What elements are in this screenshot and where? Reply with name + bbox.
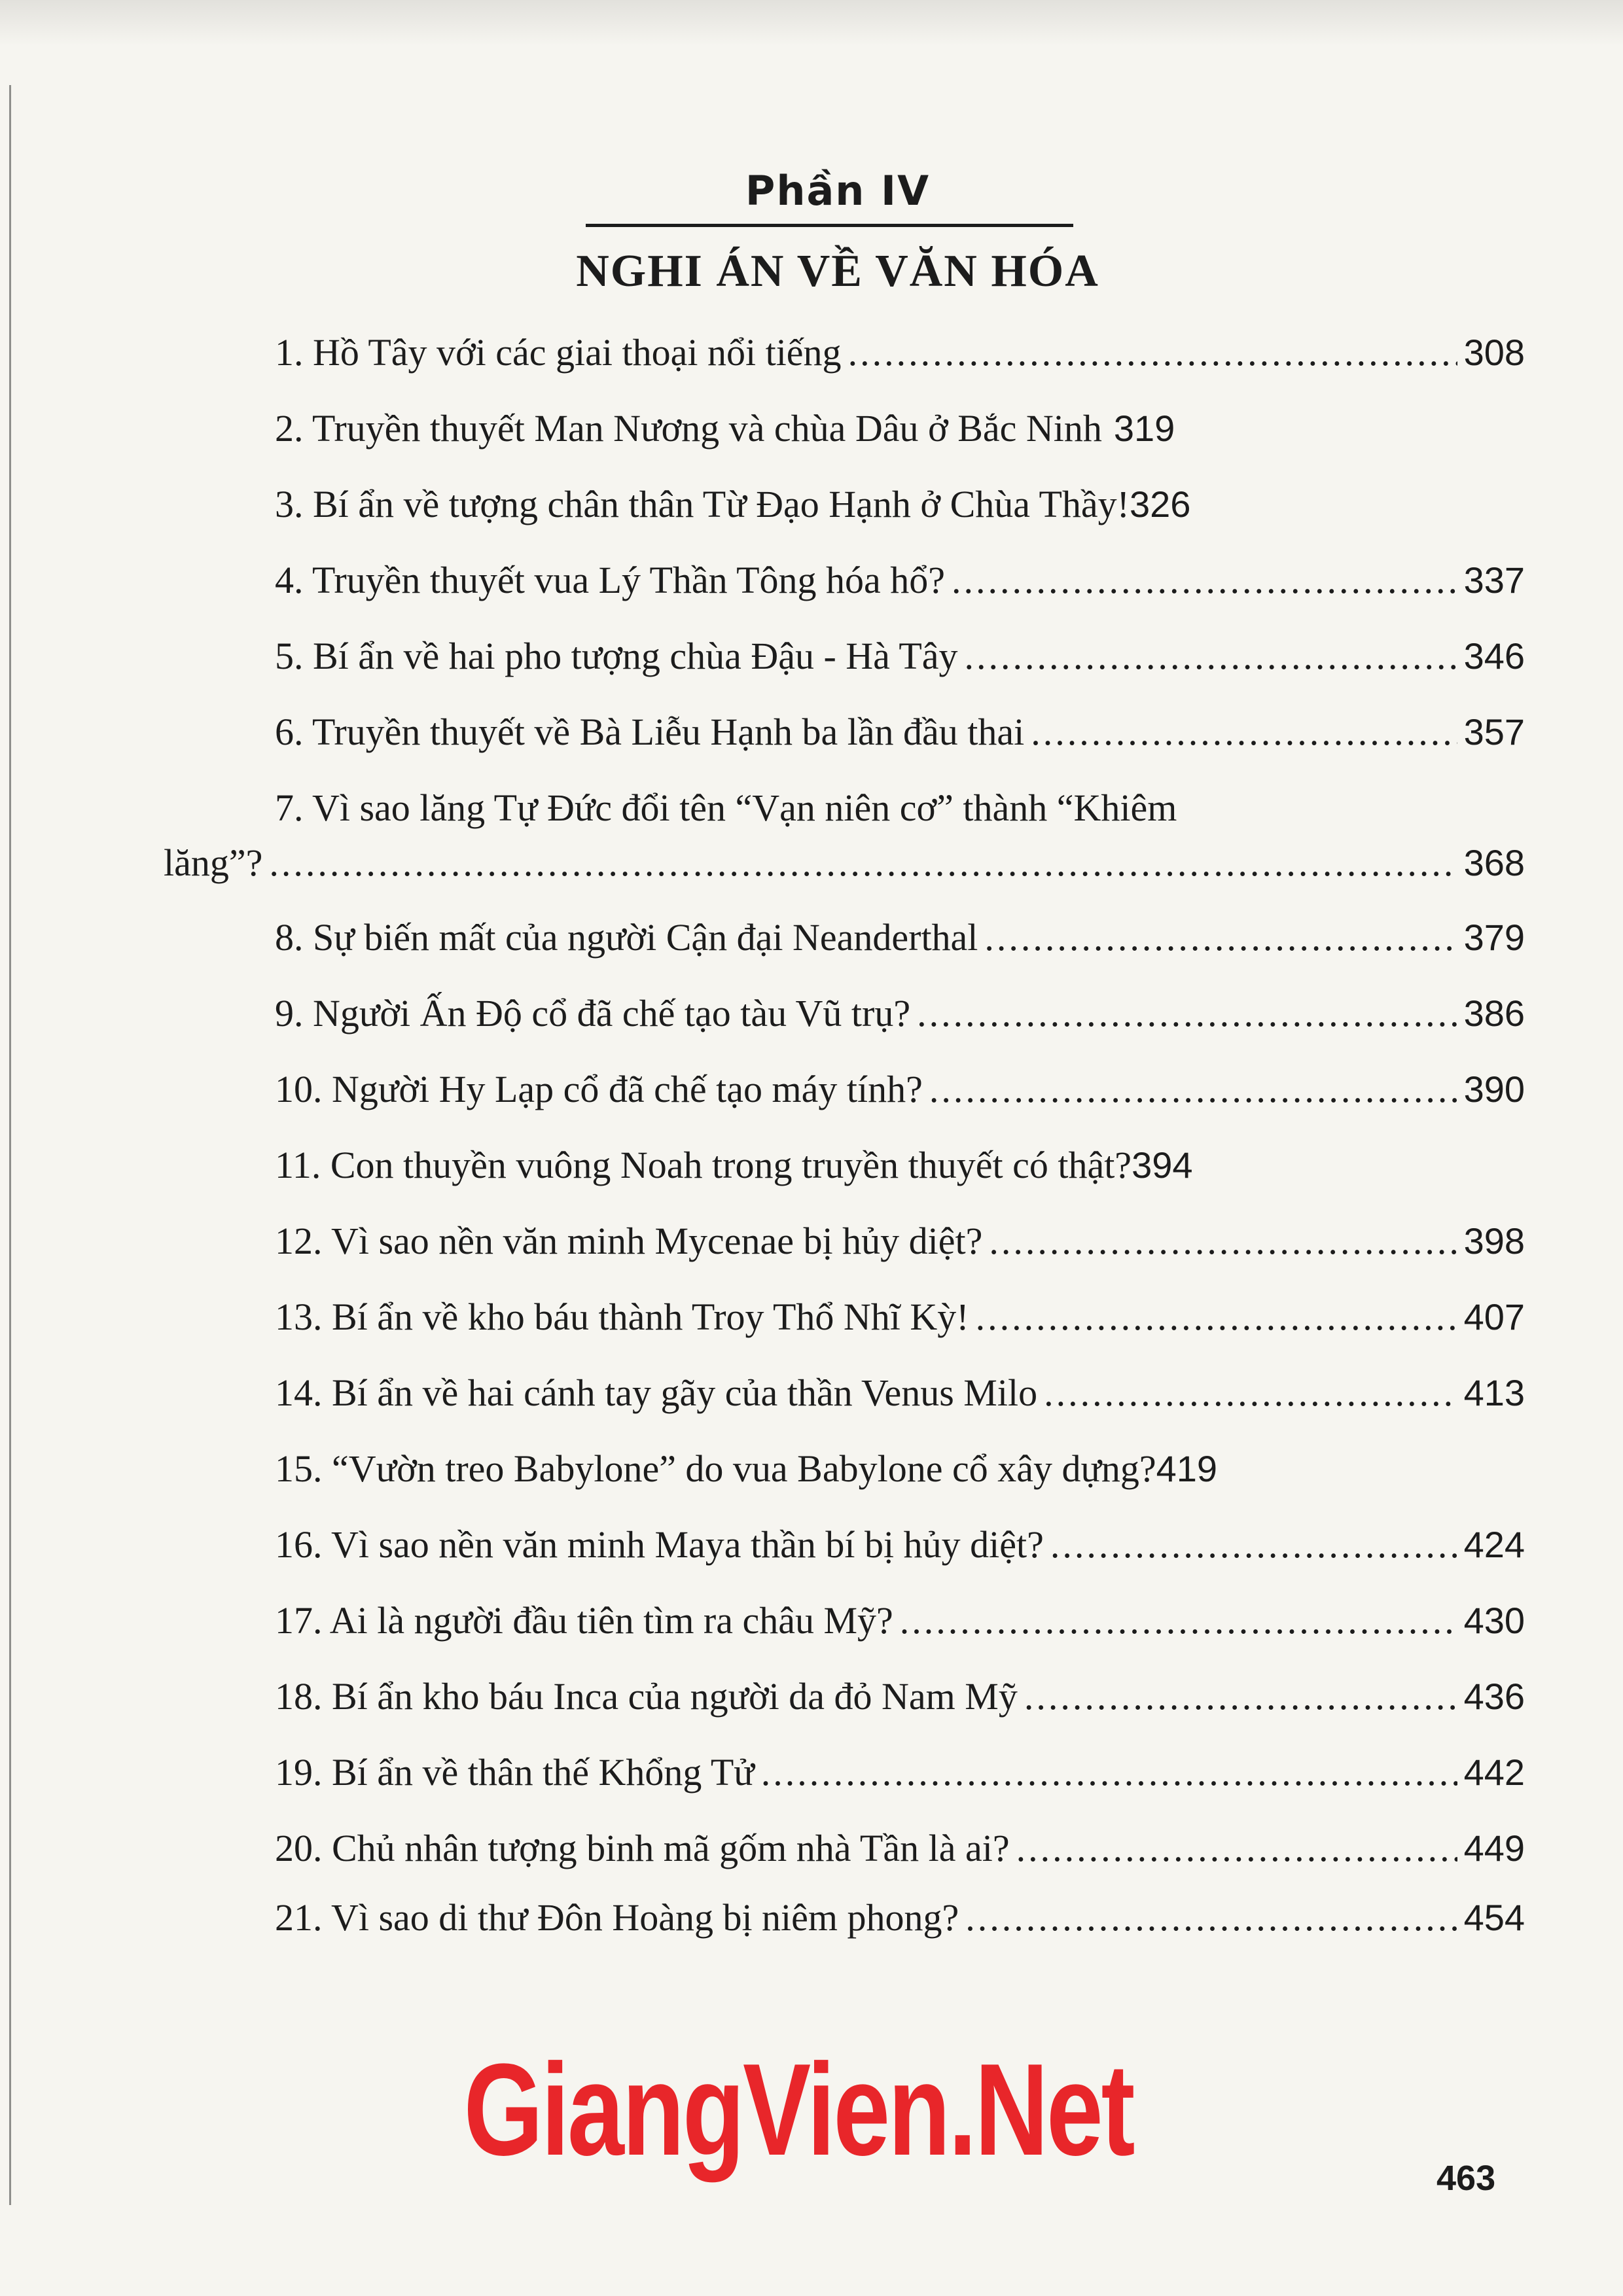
toc-entry-title: 14. Bí ẩn về hai cánh tay gãy của thần Venus Milo xyxy=(275,1371,1038,1414)
toc-entry-title: 2. Truyền thuyết Man Nương và chùa Dâu ở Bắc Ninh xyxy=(275,407,1102,450)
toc-entry-page: 398 xyxy=(1463,1220,1525,1262)
dot-leader xyxy=(848,330,1457,374)
dot-leader xyxy=(965,634,1457,678)
table-of-contents xyxy=(164,330,1525,1965)
dot-leader xyxy=(952,558,1457,602)
toc-entry xyxy=(275,1896,1525,1965)
toc-entry xyxy=(275,1219,1525,1295)
toc-entry-title: 3. Bí ẩn về tượng chân thân Từ Đạo Hạnh ở Chùa Thầy! xyxy=(275,483,1130,525)
dot-leader xyxy=(965,1896,1457,1939)
toc-entry-page: 357 xyxy=(1463,711,1525,752)
toc-entry xyxy=(275,558,1525,634)
page-edge-line xyxy=(9,85,11,2205)
toc-entry-page: 319 xyxy=(1113,408,1175,449)
toc-entry-title: 10. Người Hy Lạp cổ đã chế tạo máy tính? xyxy=(275,1068,923,1110)
toc-entry xyxy=(275,1295,1525,1371)
toc-entry-line xyxy=(275,786,1525,841)
toc-entry-title: 11. Con thuyền vuông Noah trong truyền thuyết có thật? xyxy=(275,1144,1132,1186)
toc-entry xyxy=(275,1371,1525,1447)
dot-leader xyxy=(761,1750,1457,1794)
page-number: 463 xyxy=(1436,2159,1496,2198)
toc-entry-title: 13. Bí ẩn về kho báu thành Troy Thổ Nhĩ Kỳ! xyxy=(275,1296,969,1338)
toc-entry xyxy=(275,1447,1525,1523)
toc-entry-page: 442 xyxy=(1463,1752,1525,1793)
toc-entry-page: 346 xyxy=(1463,635,1525,677)
dot-leader xyxy=(1044,1371,1457,1415)
site-watermark: GiangVien.Net xyxy=(463,2037,1133,2183)
dot-leader xyxy=(1050,1523,1457,1566)
dot-leader xyxy=(984,915,1457,959)
toc-entry-title: 7. Vì sao lăng Tự Đức đổi tên “Vạn niên cơ” thành “Khiêm xyxy=(275,786,1177,829)
toc-entry xyxy=(275,991,1525,1067)
toc-entry xyxy=(275,1750,1525,1826)
dot-leader xyxy=(989,1219,1457,1263)
toc-entry-page: 424 xyxy=(1463,1524,1525,1565)
toc-entry xyxy=(275,1523,1525,1598)
toc-entry-line xyxy=(164,841,1525,885)
toc-entry xyxy=(275,406,1525,482)
dot-leader xyxy=(1024,1674,1457,1718)
toc-entry-title: 9. Người Ấn Độ cổ đã chế tạo tàu Vũ trụ? xyxy=(275,992,911,1034)
toc-entry xyxy=(275,1598,1525,1674)
toc-entry-page: 386 xyxy=(1463,993,1525,1034)
scan-top-shadow xyxy=(0,0,1623,46)
toc-entry-page: 419 xyxy=(1156,1448,1218,1489)
dot-leader xyxy=(929,1067,1457,1111)
toc-entry xyxy=(275,1143,1525,1219)
toc-entry-page: 337 xyxy=(1463,559,1525,601)
dot-leader xyxy=(900,1598,1457,1642)
section-title: NGHI ÁN VỀ VĂN HÓA xyxy=(576,246,1099,296)
toc-entry-page: 436 xyxy=(1463,1676,1525,1717)
dot-leader xyxy=(1016,1826,1457,1870)
toc-entry-title: 6. Truyền thuyết về Bà Liễu Hạnh ba lần đầu thai xyxy=(275,711,1025,753)
toc-entry-page: 454 xyxy=(1463,1897,1525,1938)
toc-entry xyxy=(275,482,1525,558)
toc-entry-title: 17. Ai là người đầu tiên tìm ra châu Mỹ? xyxy=(275,1599,893,1642)
toc-entry xyxy=(275,330,1525,406)
toc-entry-page: 449 xyxy=(1463,1828,1525,1869)
toc-entry-title: 5. Bí ẩn về hai pho tượng chùa Đậu - Hà Tây xyxy=(275,635,958,677)
dot-leader xyxy=(1031,710,1457,754)
toc-entry-title: 12. Vì sao nền văn minh Mycenae bị hủy diệt? xyxy=(275,1220,983,1262)
toc-entry-page: 430 xyxy=(1463,1600,1525,1641)
part-underline xyxy=(586,224,1073,227)
toc-entry-title: 20. Chủ nhân tượng binh mã gốm nhà Tần là ai? xyxy=(275,1827,1010,1869)
toc-entry-title: 19. Bí ẩn về thân thế Khổng Tử xyxy=(275,1751,755,1793)
dot-leader xyxy=(269,841,1457,885)
toc-entry xyxy=(164,786,1525,915)
toc-entry-title: 1. Hồ Tây với các giai thoại nổi tiếng xyxy=(275,331,842,374)
dot-leader xyxy=(976,1295,1457,1339)
toc-entry-title: 16. Vì sao nền văn minh Maya thần bí bị hủy diệt? xyxy=(275,1523,1044,1566)
dot-leader xyxy=(917,991,1457,1035)
toc-entry-page: 394 xyxy=(1132,1144,1193,1186)
toc-entry-title: 18. Bí ẩn kho báu Inca của người da đỏ Nam Mỹ xyxy=(275,1675,1018,1718)
toc-entry-page: 390 xyxy=(1463,1069,1525,1110)
toc-entry-page: 326 xyxy=(1129,484,1191,525)
toc-entry xyxy=(275,1674,1525,1750)
toc-entry xyxy=(275,1826,1525,1896)
toc-entry xyxy=(275,1067,1525,1143)
toc-entry-title-continued: lăng”? xyxy=(164,841,263,884)
toc-entry xyxy=(275,634,1525,710)
toc-entry xyxy=(275,915,1525,991)
toc-entry-title: 4. Truyền thuyết vua Lý Thần Tông hóa hổ? xyxy=(275,559,946,601)
toc-entry-title: 8. Sự biến mất của người Cận đại Neanderthal xyxy=(275,916,978,959)
toc-entry-page: 379 xyxy=(1463,917,1525,958)
toc-entry-page: 407 xyxy=(1463,1296,1525,1337)
part-label: Phần IV xyxy=(745,167,931,215)
toc-entry-title: 15. “Vườn treo Babylone” do vua Babylone cổ xây dựng? xyxy=(275,1447,1156,1490)
toc-entry-title: 21. Vì sao di thư Đôn Hoàng bị niêm phong? xyxy=(275,1896,959,1939)
toc-entry-page: 413 xyxy=(1463,1372,1525,1413)
toc-entry-page: 308 xyxy=(1463,332,1525,373)
toc-entry xyxy=(275,710,1525,786)
toc-entry-page: 368 xyxy=(1463,842,1525,883)
